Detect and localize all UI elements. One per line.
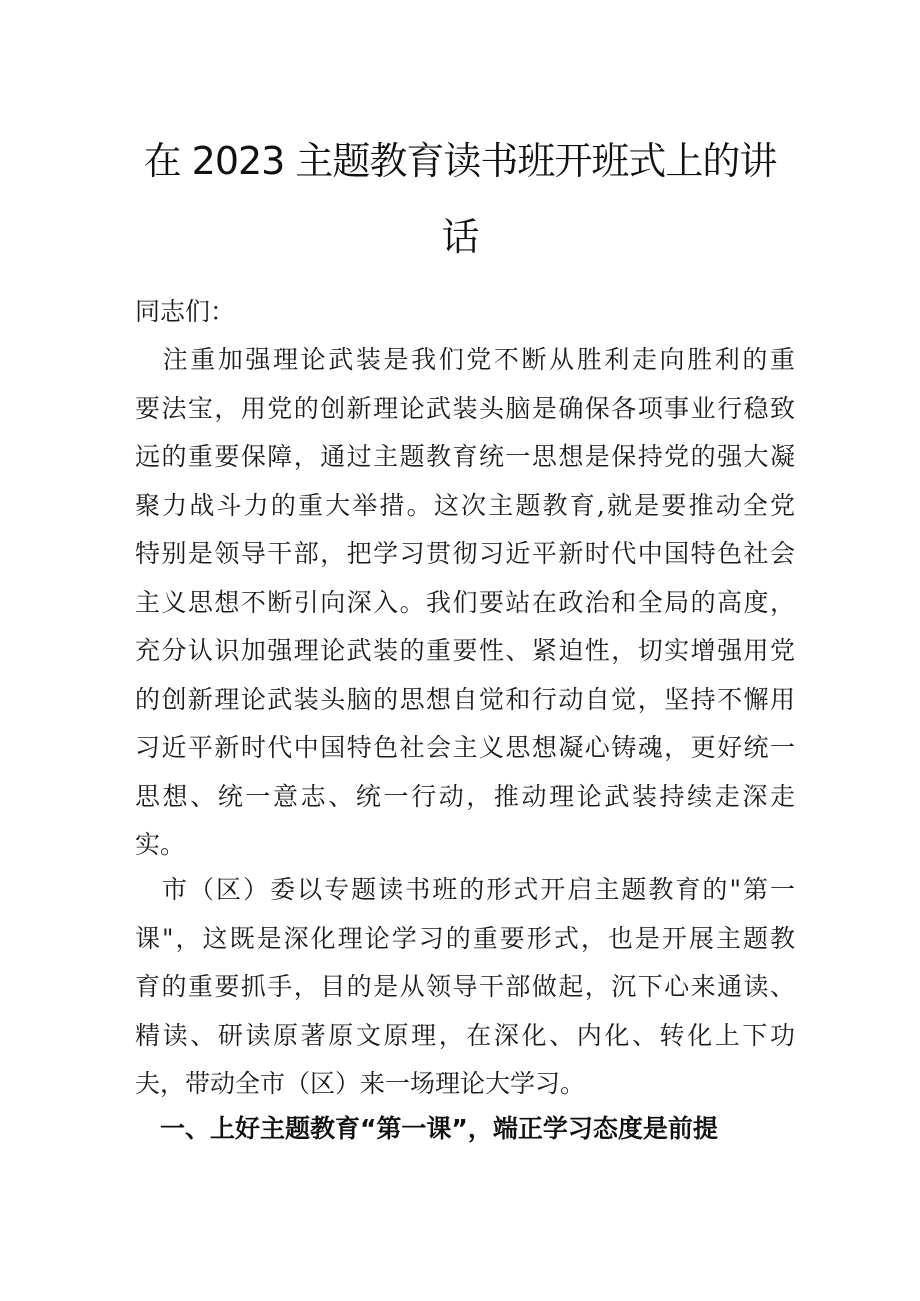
paragraph-line: 远的重要保障，通过主题教育统一思想是保持党的强大凝 <box>135 442 795 471</box>
salutation: 同志们： <box>135 297 236 326</box>
section-heading: 一、上好主题教育“第一课”，端正学习态度是前提 <box>135 1114 718 1143</box>
paragraph-line: 特别是领导干部，把学习贯彻习近平新时代中国特色社会 <box>135 539 795 568</box>
paragraph-line: 主义思想不断引向深入。我们要站在政治和全局的高度， <box>135 587 795 617</box>
paragraph-line: 精读、研读原著原文原理，在深化、内化、转化上下功 <box>135 1020 795 1050</box>
paragraph-line: 聚力战斗力的重大举措。这次主题教育,就是要推动全党 <box>135 490 795 520</box>
paragraph-line: 实。 <box>135 830 186 859</box>
paragraph-line: 市（区）委以专题读书班的形式开启主题教育的"第一 <box>135 875 795 904</box>
title-line-1: 在 2023 主题教育读书班开班式上的讲 <box>143 139 777 183</box>
document-title <box>130 123 790 275</box>
paragraph-line: 思想、统一意志、统一行动，推动理论武装持续走深走 <box>135 781 795 811</box>
paragraph-line: 注重加强理论武装是我们党不断从胜利走向胜利的重 <box>135 345 795 374</box>
paragraph-line: 课"，这既是深化理论学习的重要形式，也是开展主题教 <box>135 923 795 953</box>
paragraph-line: 习近平新时代中国特色社会主义思想凝心铸魂，更好统一 <box>135 733 795 762</box>
paragraph-line: 要法宝，用党的创新理论武装头脑是确保各项事业行稳致 <box>135 393 795 423</box>
paragraph-line: 夫，带动全市（区）来一场理论大学习。 <box>135 1069 586 1098</box>
title-line-2: 话 <box>441 215 479 259</box>
paragraph-1 <box>135 336 795 870</box>
paragraph-2 <box>135 866 795 1109</box>
paragraph-line: 的创新理论武装头脑的思想自觉和行动自觉，坚持不懈用 <box>135 684 795 714</box>
paragraph-line: 充分认识加强理论武装的重要性、紧迫性，切实增强用党 <box>135 636 795 665</box>
paragraph-line: 育的重要抓手，目的是从领导干部做起，沉下心来通读、 <box>135 972 795 1001</box>
